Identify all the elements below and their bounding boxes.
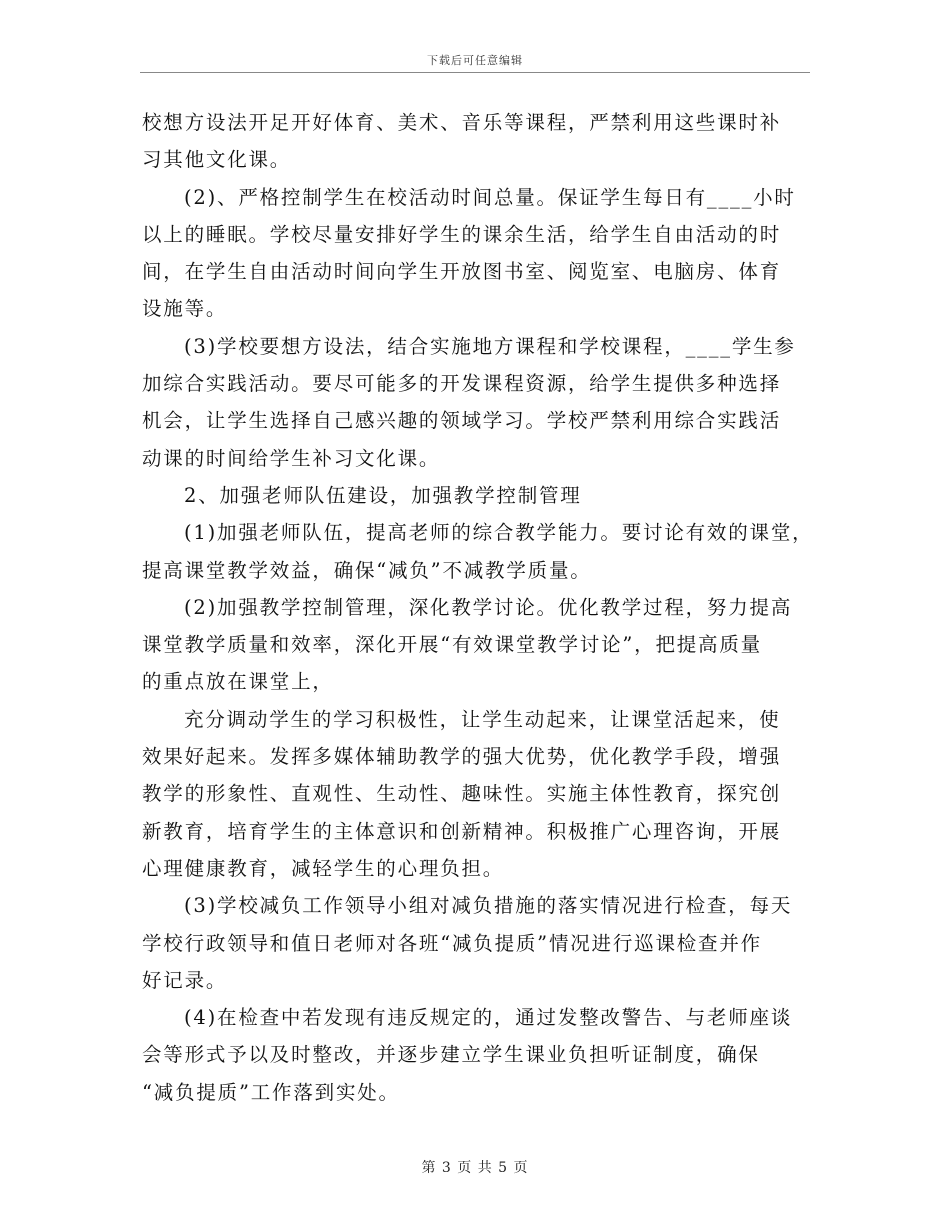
page-footer: 第 3 页 共 5 页 xyxy=(421,1160,529,1176)
text-lines xyxy=(142,104,822,1111)
text-line: (3)学校要想方设法，结合实施地方课程和学校课程，____学生参 xyxy=(184,334,796,358)
header-divider xyxy=(140,72,810,73)
text-line: 好记录。 xyxy=(142,968,228,992)
text-line: 学校行政领导和值日老师对各班“减负提质”情况进行巡课检查并作 xyxy=(142,931,762,955)
text-line: 以上的睡眠。学校尽量安排好学生的课余生活，给学生自由活动的时 xyxy=(142,222,782,246)
text-line: 2、加强老师队伍建设，加强教学控制管理 xyxy=(184,483,582,507)
text-line: 教学的形象性、直观性、生动性、趣味性。实施主体性教育，探究创 xyxy=(142,782,782,806)
text-line: (1)加强老师队伍，提高老师的综合教学能力。要讨论有效的课堂， xyxy=(184,521,814,545)
text-line: 加综合实践活动。要尽可能多的开发课程资源，给学生提供多种选择 xyxy=(142,372,782,396)
text-line: 设施等。 xyxy=(142,297,228,321)
text-line: 校想方设法开足开好体育、美术、音乐等课程，严禁利用这些课时补 xyxy=(142,111,782,134)
text-line: 心理健康教育，减轻学生的心理负担。 xyxy=(142,856,505,880)
text-line: 新教育，培育学生的主体意识和创新精神。积极推广心理咨询，开展 xyxy=(142,819,782,843)
text-line: (4)在检查中若发现有违反规定的，通过发整改警告、与老师座谈 xyxy=(184,1006,793,1030)
text-line: 间，在学生自由活动时间向学生开放图书室、阅览室、电脑房、体育 xyxy=(142,260,782,284)
text-line: 提高课堂教学效益，确保“减负”不减教学质量。 xyxy=(142,558,592,582)
page-header: 下载后可任意编辑 xyxy=(427,54,523,67)
text-line: 效果好起来。发挥多媒体辅助教学的强大优势，优化教学手段，增强 xyxy=(142,745,782,769)
text-line: (3)学校减负工作领导小组对减负措施的落实情况进行检查，每天 xyxy=(184,894,793,918)
text-line: 机会，让学生选择自己感兴趣的领域学习。学校严禁利用综合实践活 xyxy=(142,409,782,433)
text-line: 动课的时间给学生补习文化课。 xyxy=(142,446,441,470)
text-line: 充分调动学生的学习积极性，让学生动起来，让课堂活起来，使 xyxy=(184,707,781,731)
text-line: 课堂教学质量和效率，深化开展“有效课堂教学讨论”，把提高质量 xyxy=(142,633,762,657)
text-line: 的重点放在课堂上， xyxy=(142,670,334,694)
body-text xyxy=(142,104,822,1111)
text-line: (2)、严格控制学生在校活动时间总量。保证学生每日有____小时 xyxy=(184,185,796,209)
text-line: 习其他文化课。 xyxy=(142,148,292,172)
text-line: (2)加强教学控制管理，深化教学讨论。优化教学过程，努力提高 xyxy=(184,595,793,619)
text-line: “减负提质”工作落到实处。 xyxy=(142,1080,400,1104)
text-line: 会等形式予以及时整改，并逐步建立学生课业负担听证制度，确保 xyxy=(142,1043,760,1067)
